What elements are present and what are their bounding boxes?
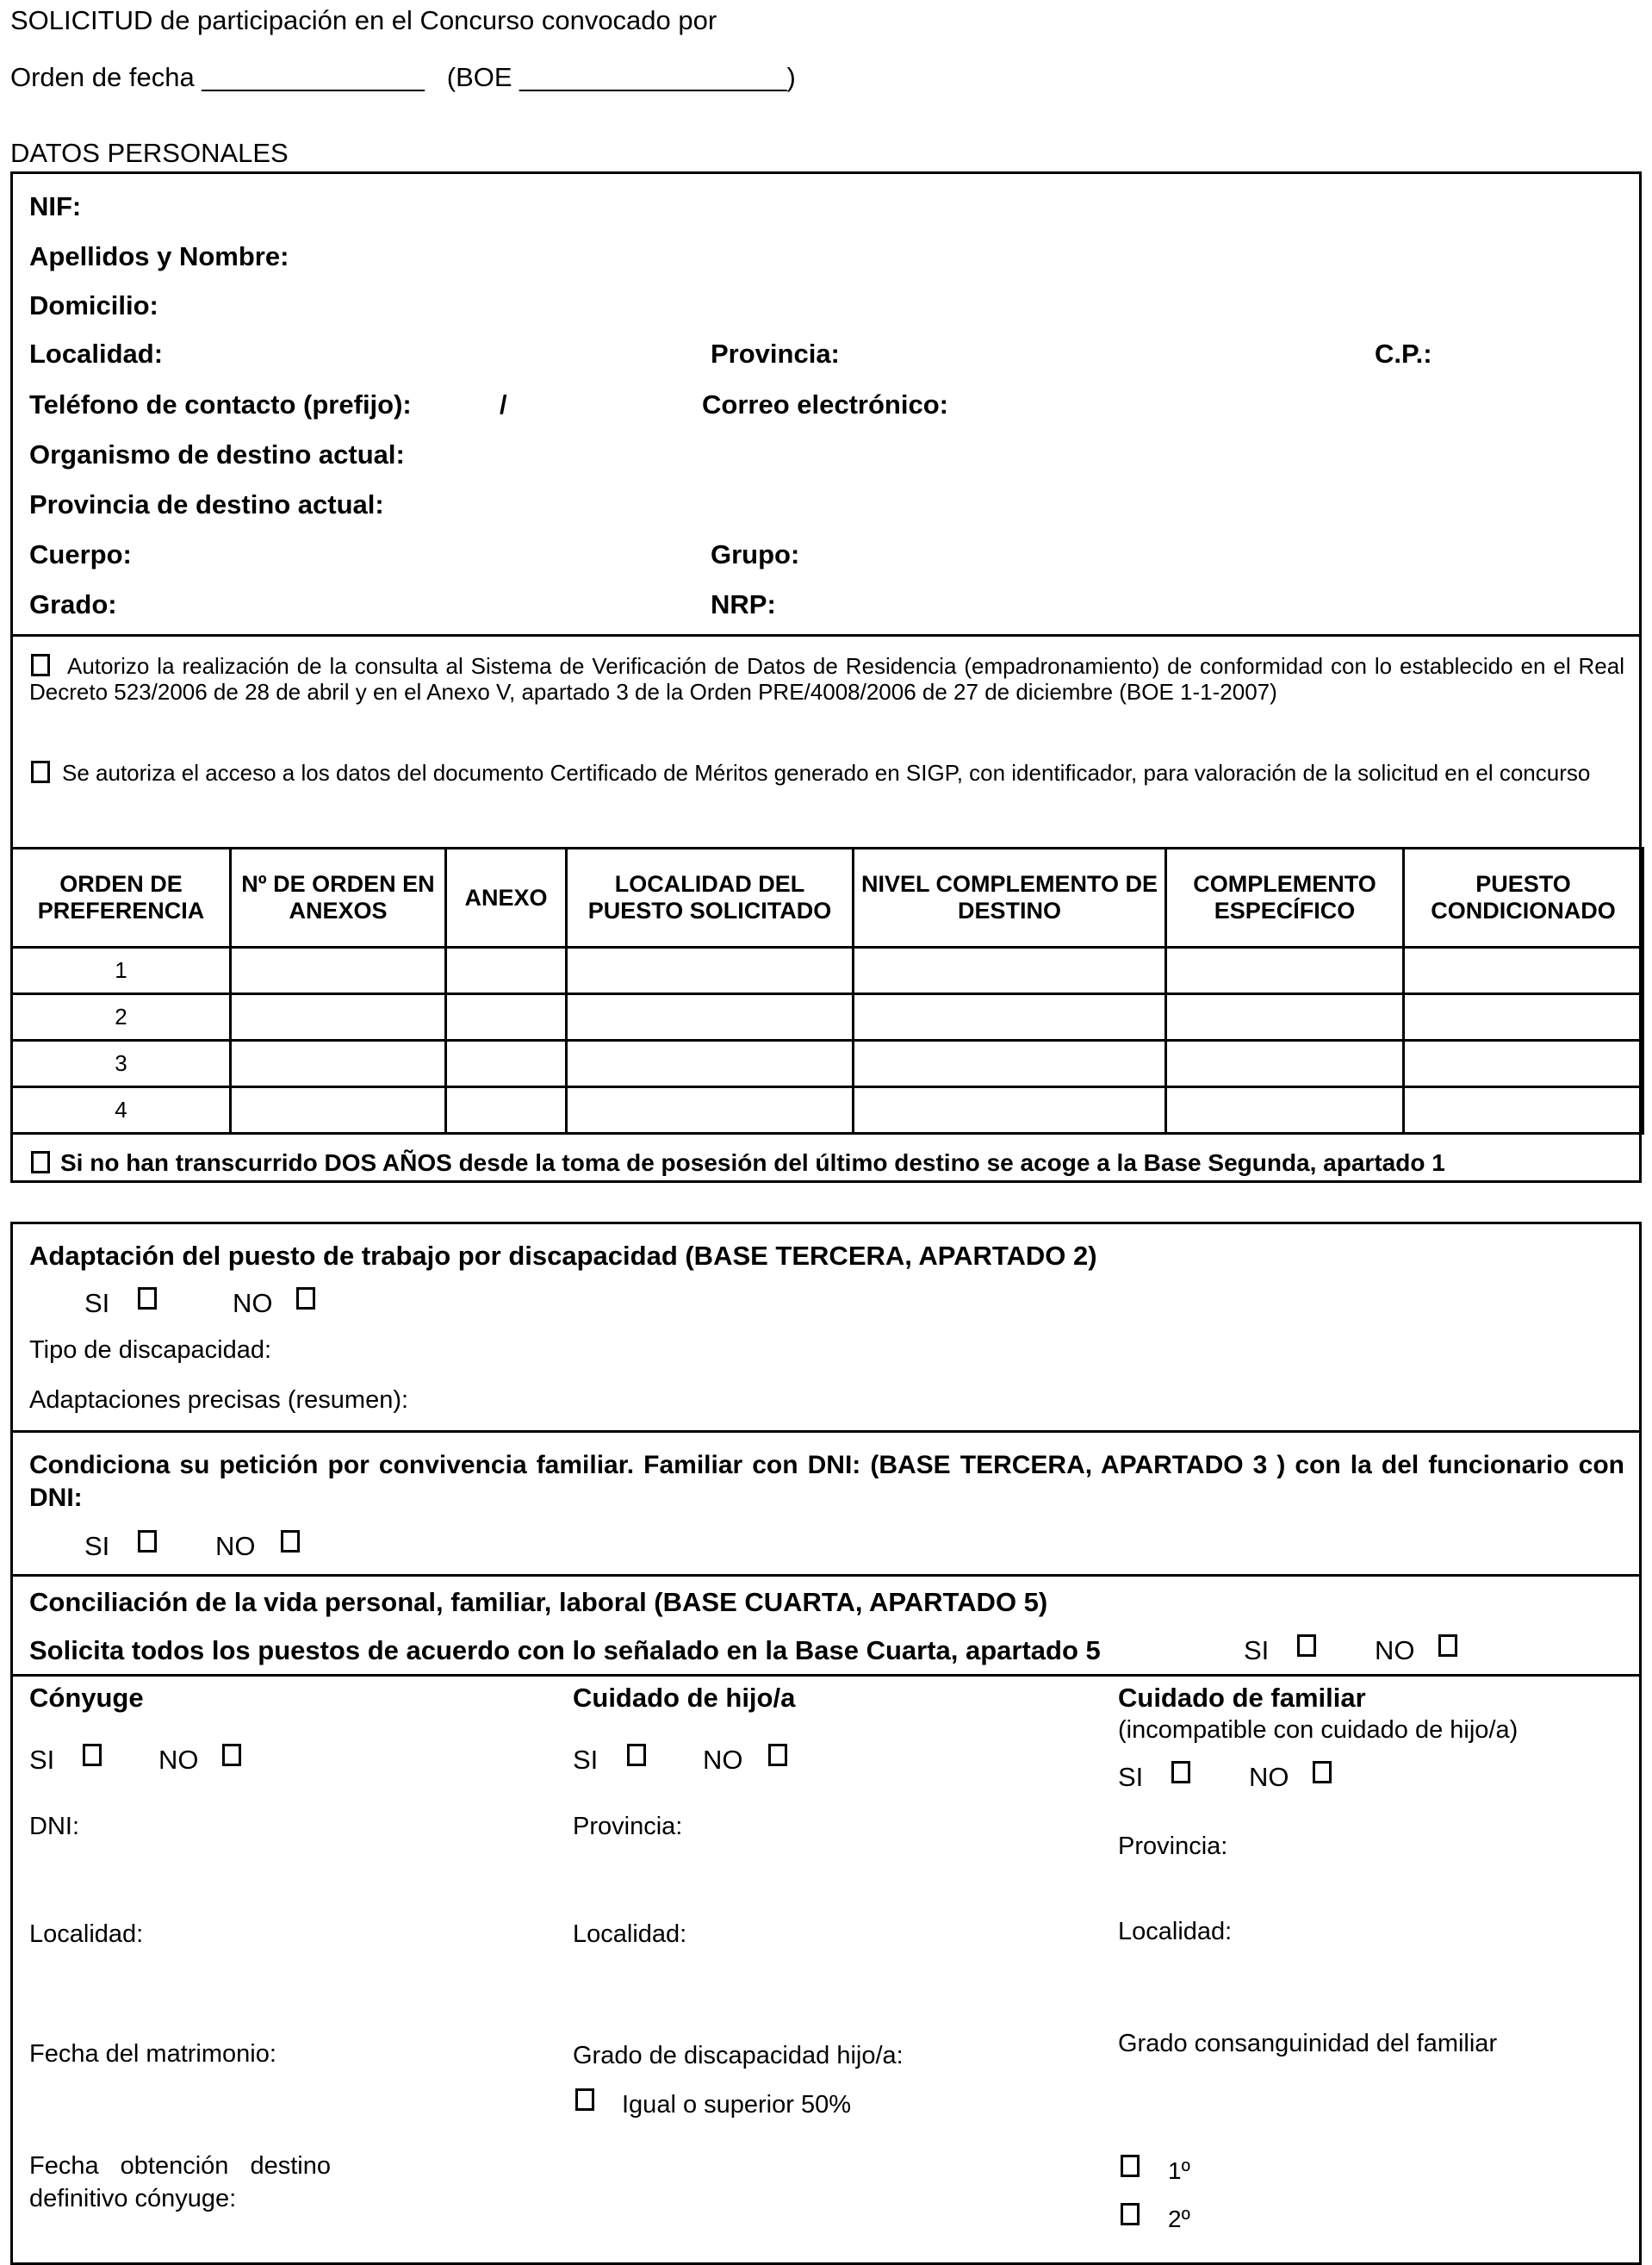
grado-label: Grado: <box>29 589 117 619</box>
table-cell[interactable] <box>1166 1087 1404 1134</box>
familiar-provincia-label: Provincia: <box>1118 1833 1228 1860</box>
grupo-label: Grupo: <box>711 539 800 569</box>
table-cell[interactable] <box>1404 1041 1643 1087</box>
orden-fecha-line: Orden de fecha _______________ (BOE __________________) <box>10 62 796 92</box>
dos-anos-checkbox[interactable] <box>31 1151 50 1173</box>
table-cell[interactable] <box>854 1041 1166 1087</box>
provincia-destino-label: Provincia de destino actual: <box>29 489 384 520</box>
adaptacion-no-checkbox[interactable] <box>296 1287 315 1310</box>
convivencia-no-checkbox[interactable] <box>281 1530 300 1553</box>
header-numero-orden: Nº DE ORDEN EN ANEXOS <box>231 849 446 948</box>
hijo-grado-label: Grado de discapacidad hijo/a: <box>573 2042 904 2069</box>
adaptacion-no-label: NO <box>233 1288 273 1318</box>
convivencia-no-label: NO <box>215 1531 256 1561</box>
table-cell[interactable] <box>854 1087 1166 1134</box>
familiar-no-checkbox[interactable] <box>1313 1761 1332 1783</box>
convivencia-si-checkbox[interactable] <box>138 1530 157 1553</box>
preference-table <box>10 847 1644 1135</box>
section-datos-personales: DATOS PERSONALES <box>10 138 289 168</box>
auth-meritos-text: Se autoriza el acceso a los datos del documento Certificado de Méritos generado en SIGP, con identificador, para valoración de la solicitud en el concurso <box>62 760 1591 786</box>
table-row <box>12 1041 1643 1087</box>
header-nivel: NIVEL COMPLEMENTO DE DESTINO <box>854 849 1166 948</box>
conyuge-title: Cónyuge <box>29 1683 144 1713</box>
primer-grado-checkbox[interactable] <box>1121 2155 1140 2177</box>
adaptacion-si-checkbox[interactable] <box>138 1287 157 1310</box>
primer-grado-label: 1º <box>1168 2157 1190 2184</box>
segundo-grado-label: 2º <box>1168 2206 1190 2232</box>
header-localidad: LOCALIDAD DEL PUESTO SOLICITADO <box>567 849 854 948</box>
familiar-si-label: SI <box>1118 1762 1144 1792</box>
table-cell[interactable] <box>446 1041 567 1087</box>
table-cell[interactable] <box>1166 948 1404 994</box>
correo-label: Correo electrónico: <box>702 389 948 420</box>
conciliacion-title: Conciliación de la vida personal, familiar, laboral (BASE CUARTA, APARTADO 5) <box>29 1587 1048 1617</box>
header-anexo: ANEXO <box>446 849 567 948</box>
convivencia-title: Condiciona su petición por convivencia familiar. Familiar con DNI: (BASE TERCERA, APARTADO 3 ) con la del funcionario con DNI: <box>29 1451 1624 1512</box>
table-row <box>12 994 1643 1041</box>
conciliacion-solicita: Solicita todos los puestos de acuerdo con lo señalado en la Base Cuarta, apartado 5 <box>29 1635 1101 1665</box>
conyuge-dni-label: DNI: <box>29 1813 79 1840</box>
table-cell[interactable] <box>231 1087 446 1134</box>
apellidos-label: Apellidos y Nombre: <box>29 241 289 271</box>
table-cell[interactable] <box>1404 994 1643 1041</box>
localidad-label: Localidad: <box>29 339 164 369</box>
convivencia-si-label: SI <box>84 1531 110 1561</box>
provincia-label: Provincia: <box>711 339 840 369</box>
cp-label: C.P.: <box>1375 339 1432 369</box>
hijo-localidad-label: Localidad: <box>573 1920 687 1948</box>
row-number: 4 <box>12 1087 231 1134</box>
row-number: 3 <box>12 1041 231 1087</box>
header-puesto-condicionado: PUESTO CONDICIONADO <box>1404 849 1643 948</box>
table-cell[interactable] <box>567 948 854 994</box>
segundo-grado-checkbox[interactable] <box>1121 2203 1140 2225</box>
fecha-obtencion-label: Fecha obtención destino definitivo cónyuge: <box>29 2152 331 2212</box>
igual-superior-label: Igual o superior 50% <box>622 2091 851 2119</box>
table-cell[interactable] <box>1404 1087 1643 1134</box>
adaptacion-title: Adaptación del puesto de trabajo por discapacidad (BASE TERCERA, APARTADO 2) <box>29 1241 1097 1271</box>
form-title: SOLICITUD de participación en el Concurso convocado por <box>10 5 717 35</box>
hijo-si-checkbox[interactable] <box>627 1744 646 1766</box>
hijo-provincia-label: Provincia: <box>573 1813 683 1840</box>
telefono-slash: / <box>500 389 507 420</box>
divider <box>10 634 1642 637</box>
domicilio-label: Domicilio: <box>29 290 158 320</box>
familiar-localidad-label: Localidad: <box>1118 1918 1233 1945</box>
igual-superior-checkbox[interactable] <box>575 2088 594 2111</box>
familiar-title: Cuidado de familiar <box>1118 1683 1366 1713</box>
table-row <box>12 1087 1643 1134</box>
nif-label: NIF: <box>29 191 82 221</box>
table-cell[interactable] <box>567 1087 854 1134</box>
conyuge-no-label: NO <box>158 1745 199 1775</box>
table-row <box>12 948 1643 994</box>
familiar-subtitle: (incompatible con cuidado de hijo/a) <box>1118 1716 1518 1744</box>
auth-residencia-text: Autorizo la realización de la consulta al Sistema de Verificación de Datos de Residencia (empadronamiento) de conformidad con lo establecido en el Real Decreto 523/2006 de 28 de abril y en el Anexo V, apartado 3 de la Orden PRE/4008/2006 de 27 de diciembre (BOE 1-1-2007) <box>29 653 1624 705</box>
row-number: 1 <box>12 948 231 994</box>
divider <box>10 1574 1642 1577</box>
conciliacion-si-label: SI <box>1244 1635 1270 1665</box>
conciliacion-si-checkbox[interactable] <box>1297 1634 1316 1657</box>
conciliacion-no-label: NO <box>1375 1635 1415 1665</box>
table-header-row <box>12 849 1643 948</box>
telefono-label: Teléfono de contacto (prefijo): <box>29 389 412 420</box>
tipo-discapacidad-label: Tipo de discapacidad: <box>29 1336 272 1364</box>
conyuge-si-label: SI <box>29 1745 55 1775</box>
table-cell[interactable] <box>446 948 567 994</box>
hijo-si-label: SI <box>573 1745 599 1775</box>
cuerpo-label: Cuerpo: <box>29 539 132 569</box>
familiar-no-label: NO <box>1249 1762 1289 1792</box>
row-number: 2 <box>12 994 231 1041</box>
table-cell[interactable] <box>1404 948 1643 994</box>
table-cell[interactable] <box>854 994 1166 1041</box>
table-cell[interactable] <box>567 994 854 1041</box>
table-cell[interactable] <box>231 948 446 994</box>
table-cell[interactable] <box>567 1041 854 1087</box>
table-cell[interactable] <box>446 1087 567 1134</box>
conyuge-localidad-label: Localidad: <box>29 1920 144 1948</box>
header-complemento: COMPLEMENTO ESPECÍFICO <box>1166 849 1404 948</box>
dos-anos-text: Si no han transcurrido DOS AÑOS desde la toma de posesión del último destino se acoge a la Base Segunda, apartado 1 <box>60 1149 1445 1176</box>
adaptaciones-label: Adaptaciones precisas (resumen): <box>29 1386 409 1414</box>
familiar-si-checkbox[interactable] <box>1171 1761 1190 1783</box>
conciliacion-no-checkbox[interactable] <box>1438 1634 1457 1657</box>
table-cell[interactable] <box>231 1041 446 1087</box>
conyuge-no-checkbox[interactable] <box>222 1744 241 1766</box>
divider <box>10 1430 1642 1433</box>
nrp-label: NRP: <box>711 589 776 619</box>
grado-consanguinidad-label: Grado consanguinidad del familiar <box>1118 2030 1498 2057</box>
table-cell[interactable] <box>231 994 446 1041</box>
fecha-matrimonio-label: Fecha del matrimonio: <box>29 2040 276 2068</box>
divider <box>10 1674 1642 1677</box>
table-cell[interactable] <box>1166 1041 1404 1087</box>
hijo-title: Cuidado de hijo/a <box>573 1683 796 1713</box>
table-cell[interactable] <box>1166 994 1404 1041</box>
hijo-no-label: NO <box>703 1745 743 1775</box>
adaptacion-si-label: SI <box>84 1288 110 1318</box>
hijo-no-checkbox[interactable] <box>768 1744 787 1766</box>
header-orden-preferencia: ORDEN DE PREFERENCIA <box>12 849 231 948</box>
conyuge-si-checkbox[interactable] <box>83 1744 102 1766</box>
table-cell[interactable] <box>446 994 567 1041</box>
table-cell[interactable] <box>854 948 1166 994</box>
organismo-label: Organismo de destino actual: <box>29 439 405 470</box>
